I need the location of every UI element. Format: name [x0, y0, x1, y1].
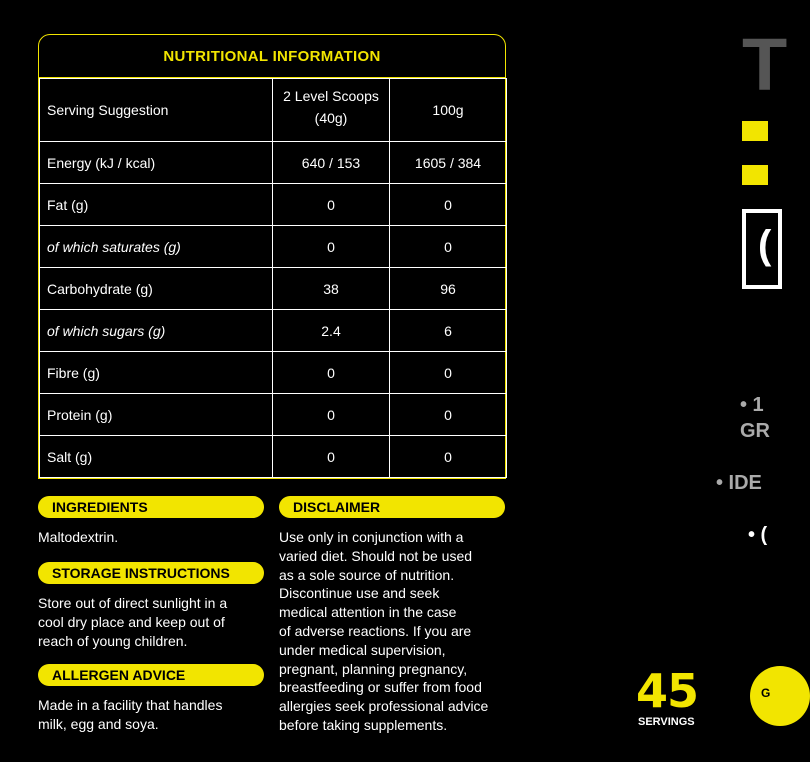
table-row — [40, 268, 507, 310]
nutrition-cell-label: Salt (g) — [40, 436, 273, 478]
nutrition-cell-label: Protein (g) — [40, 394, 273, 436]
servings-label: SERVINGS — [638, 716, 695, 728]
nutrition-table — [39, 78, 507, 478]
nutrition-table-frame — [38, 34, 506, 479]
nutrition-cell-label: Carbohydrate (g) — [40, 268, 273, 310]
nutrition-cell-label: of which saturates (g) — [40, 226, 273, 268]
table-row — [40, 394, 507, 436]
yellow-bar-bottom — [742, 165, 768, 185]
bullet-3: • ( — [748, 524, 768, 546]
nutrition-panel — [38, 34, 506, 479]
nutrition-title: NUTRITIONAL INFORMATION — [39, 35, 505, 78]
brand-letter: T — [742, 23, 788, 106]
allergen-text: Made in a facility that handles milk, egg and soya. — [38, 697, 223, 732]
ingredients-text: Maltodextrin. — [38, 529, 119, 545]
nutrition-cell-v2: 1605 / 384 — [390, 142, 507, 184]
nutrition-cell-v2: 0 — [390, 436, 507, 478]
bullet-1: • 1 — [740, 394, 764, 416]
nutrition-cell-v2: 0 — [390, 226, 507, 268]
table-row — [40, 352, 507, 394]
servings-count: 45 — [636, 664, 699, 718]
ingredients-title: INGREDIENTS — [38, 496, 264, 518]
bullet-1-cont: GR — [740, 420, 770, 442]
nutrition-cell-label: Fat (g) — [40, 184, 273, 226]
table-row — [40, 436, 507, 478]
nutrition-cell-v1: 640 / 153 — [273, 142, 390, 184]
nutrition-cell-v1: 0 — [273, 436, 390, 478]
nutrition-cell-label: Fibre (g) — [40, 352, 273, 394]
product-box: ( — [742, 209, 782, 289]
nutrition-cell-v2: 0 — [390, 352, 507, 394]
nutrition-cell-v2: 6 — [390, 310, 507, 352]
nutrition-cell-v1: 0 — [273, 394, 390, 436]
bullet-2: • IDE — [716, 472, 762, 494]
badge-icon: G — [750, 666, 810, 726]
table-row — [40, 226, 507, 268]
nutrition-cell-v2: 96 — [390, 268, 507, 310]
storage-title: STORAGE INSTRUCTIONS — [38, 562, 264, 584]
nutrition-cell-label: Energy (kJ / kcal) — [40, 142, 273, 184]
nutrition-cell-v1: 0 — [273, 352, 390, 394]
table-row — [40, 79, 507, 142]
nutrition-cell-v2: 0 — [390, 184, 507, 226]
storage-text: Store out of direct sunlight in a cool dry place and keep out of reach of young children. — [38, 595, 228, 649]
disclaimer-title: DISCLAIMER — [279, 496, 505, 518]
nutrition-cell-v1: 0 — [273, 226, 390, 268]
disclaimer-text: Use only in conjunction with a varied diet. Should not be used as a sole source of nutrition. Discontinue use and seek medical attention in the case of adverse reactions. If you are under medical supervision, pregnant, planning pregnancy, breastfeeding or suffer from food allergies seek professional advice before taking supplements. — [279, 529, 489, 733]
serving-label: Serving Suggestion — [40, 79, 273, 142]
yellow-bar-top — [742, 121, 768, 141]
nutrition-cell-v1: 2.4 — [273, 310, 390, 352]
allergen-title: ALLERGEN ADVICE — [38, 664, 264, 686]
nutrition-cell-v1: 38 — [273, 268, 390, 310]
serving-col1: 2 Level Scoops (40g) — [273, 79, 390, 142]
nutrition-cell-v1: 0 — [273, 184, 390, 226]
serving-col2: 100g — [390, 79, 507, 142]
nutrition-cell-label: of which sugars (g) — [40, 310, 273, 352]
table-row — [40, 184, 507, 226]
table-row — [40, 142, 507, 184]
nutrition-cell-v2: 0 — [390, 394, 507, 436]
table-row — [40, 310, 507, 352]
